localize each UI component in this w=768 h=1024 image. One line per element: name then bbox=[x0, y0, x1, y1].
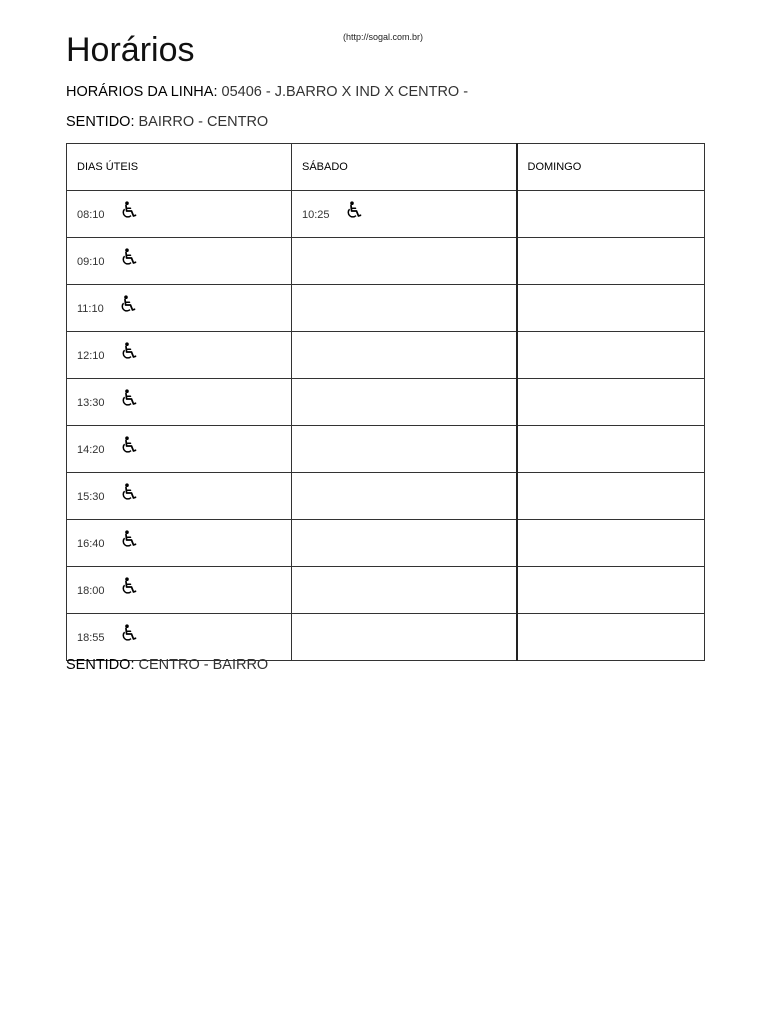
wheelchair-icon bbox=[121, 530, 137, 548]
weekday-cell bbox=[67, 238, 292, 285]
table-row bbox=[67, 614, 705, 661]
schedule-table bbox=[66, 143, 705, 661]
saturday-cell bbox=[292, 567, 517, 614]
sunday-cell bbox=[517, 520, 705, 567]
weekday-cell bbox=[67, 567, 292, 614]
sunday-cell bbox=[517, 379, 705, 426]
departure-time: 12:10 bbox=[77, 350, 105, 362]
source-link[interactable]: (http://sogal.com.br) bbox=[343, 32, 424, 42]
table-row bbox=[67, 238, 705, 285]
direction-1 bbox=[66, 114, 268, 130]
saturday-cell bbox=[292, 614, 517, 661]
line-info bbox=[66, 84, 468, 100]
saturday-cell bbox=[292, 379, 517, 426]
table-row bbox=[67, 520, 705, 567]
wheelchair-icon bbox=[121, 248, 137, 266]
sunday-cell bbox=[517, 238, 705, 285]
weekday-cell bbox=[67, 332, 292, 379]
direction-1-label: SENTIDO: bbox=[66, 114, 135, 130]
wheelchair-icon bbox=[121, 436, 137, 454]
sunday-cell bbox=[517, 426, 705, 473]
table-header-row bbox=[67, 144, 705, 191]
table-row bbox=[67, 332, 705, 379]
departure-time: 14:20 bbox=[77, 444, 105, 456]
table-row bbox=[67, 191, 705, 238]
sunday-cell bbox=[517, 285, 705, 332]
wheelchair-icon bbox=[346, 201, 362, 219]
weekday-cell bbox=[67, 379, 292, 426]
departure-time: 08:10 bbox=[77, 209, 105, 221]
direction-1-value: BAIRRO - CENTRO bbox=[138, 114, 269, 130]
saturday-cell bbox=[292, 191, 517, 238]
departure-time: 09:10 bbox=[77, 256, 105, 268]
weekday-cell bbox=[67, 473, 292, 520]
weekday-cell bbox=[67, 614, 292, 661]
weekday-cell bbox=[67, 191, 292, 238]
direction-2-value: CENTRO - BAIRRO bbox=[138, 657, 269, 673]
sunday-cell bbox=[517, 191, 705, 238]
wheelchair-icon bbox=[121, 483, 137, 501]
wheelchair-icon bbox=[121, 389, 137, 407]
departure-time: 16:40 bbox=[77, 538, 105, 550]
saturday-cell bbox=[292, 426, 517, 473]
table-row bbox=[67, 426, 705, 473]
direction-2-label: SENTIDO: bbox=[66, 657, 135, 673]
wheelchair-icon bbox=[121, 201, 137, 219]
departure-time: 18:55 bbox=[77, 632, 105, 644]
weekday-cell bbox=[67, 285, 292, 332]
saturday-cell bbox=[292, 285, 517, 332]
saturday-cell bbox=[292, 238, 517, 285]
table-row bbox=[67, 285, 705, 332]
sunday-cell bbox=[517, 567, 705, 614]
saturday-cell bbox=[292, 473, 517, 520]
departure-time: 18:00 bbox=[77, 585, 105, 597]
table-row bbox=[67, 379, 705, 426]
departure-time: 11:10 bbox=[77, 303, 104, 315]
wheelchair-icon bbox=[121, 624, 137, 642]
saturday-cell bbox=[292, 520, 517, 567]
header-weekdays: DIAS ÚTEIS bbox=[67, 144, 292, 191]
saturday-cell bbox=[292, 332, 517, 379]
departure-time: 10:25 bbox=[302, 209, 330, 221]
weekday-cell bbox=[67, 520, 292, 567]
departure-time: 15:30 bbox=[77, 491, 105, 503]
line-label: HORÁRIOS DA LINHA: bbox=[66, 84, 218, 100]
direction-2 bbox=[66, 657, 268, 673]
sunday-cell bbox=[517, 473, 705, 520]
header-saturday: SÁBADO bbox=[292, 144, 517, 191]
weekday-cell bbox=[67, 426, 292, 473]
header-sunday: DOMINGO bbox=[517, 144, 705, 191]
sunday-cell bbox=[517, 332, 705, 379]
table-row bbox=[67, 567, 705, 614]
wheelchair-icon bbox=[120, 295, 136, 313]
table-row bbox=[67, 473, 705, 520]
page-title: Horários bbox=[66, 31, 195, 69]
line-value: 05406 - J.BARRO X IND X CENTRO - bbox=[221, 84, 469, 100]
wheelchair-icon bbox=[121, 342, 137, 360]
sunday-cell bbox=[517, 614, 705, 661]
departure-time: 13:30 bbox=[77, 397, 105, 409]
wheelchair-icon bbox=[121, 577, 137, 595]
